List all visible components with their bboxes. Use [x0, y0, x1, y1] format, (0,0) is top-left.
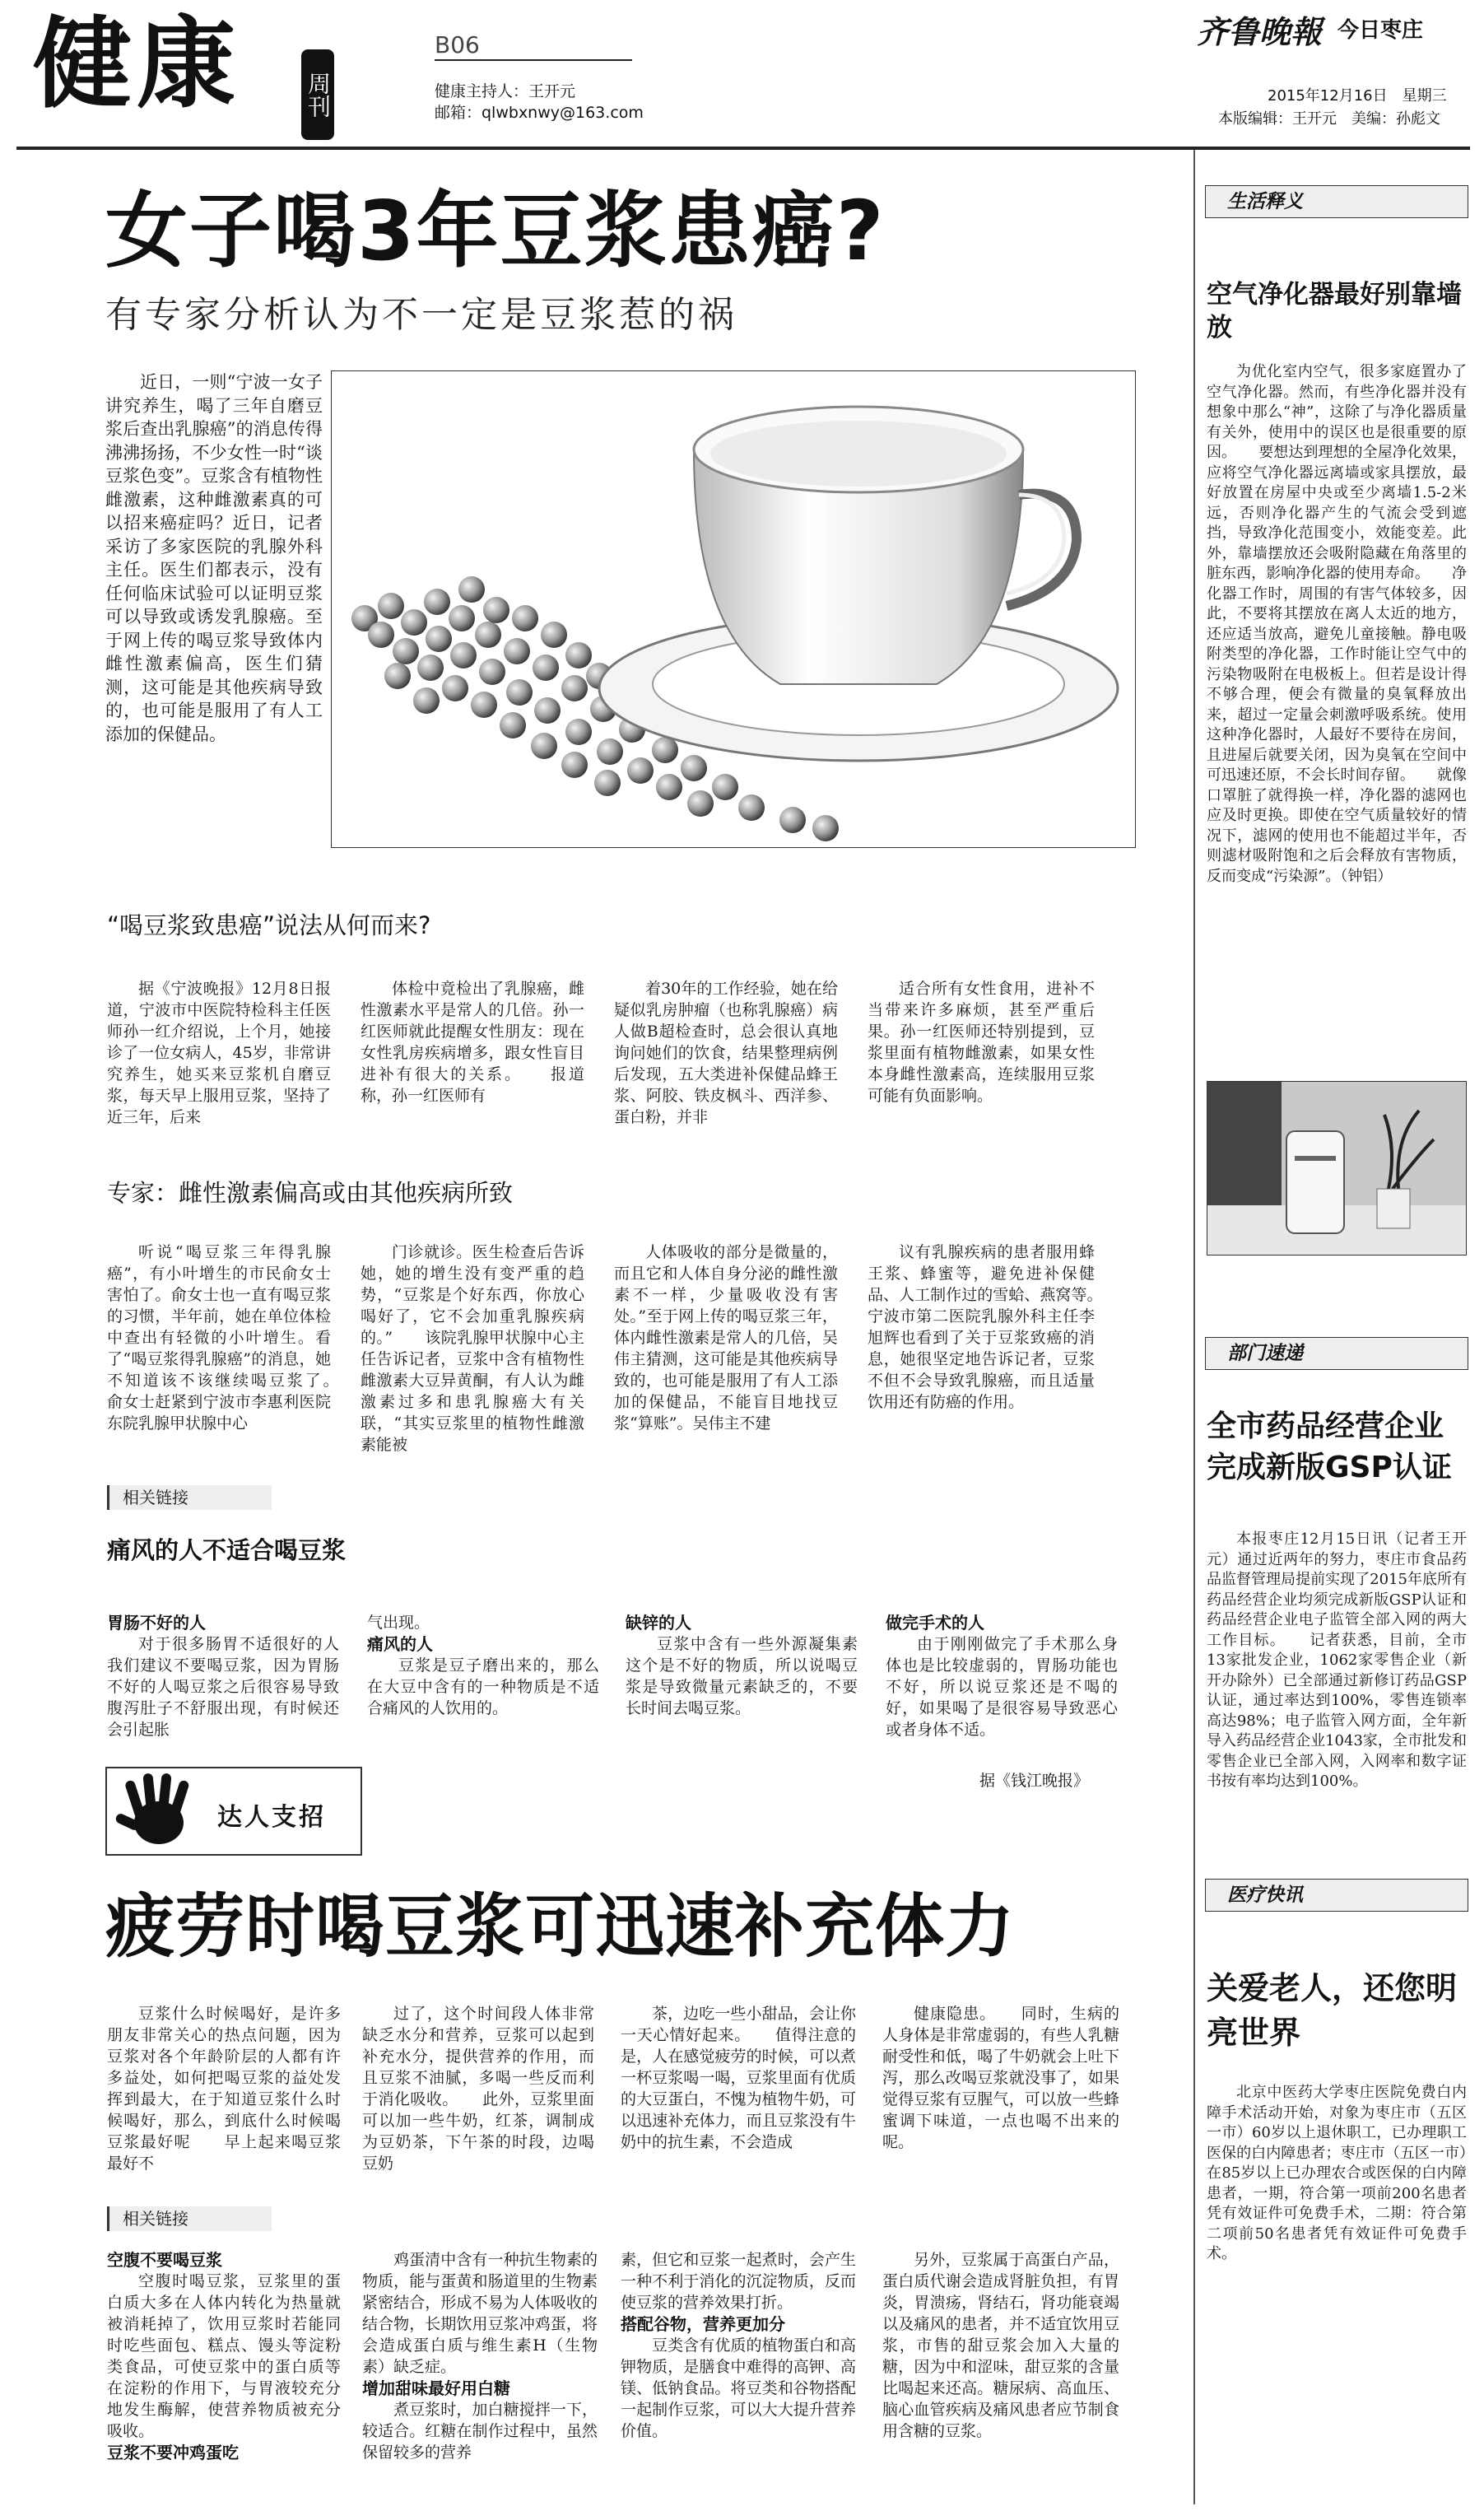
s2b-col2: 鸡蛋清中含有一种抗生物素的物质，能与蛋黄和肠道里的生物素紧密结合，形成不易为人体吸收的结合物，长期饮用豆浆冲鸡蛋，将会造成蛋白质与维生素H（生物素）缺乏症。 增加甜味最好用白糖 煮豆浆时，加白糖搅拌一下，较适合。红糖在制作过程中，虽然保留较多的营养	[362, 2251, 598, 2462]
tip-tag-box	[105, 1767, 362, 1856]
sidebar-title-gsp: 全市药品经营企业完成新版GSP认证	[1207, 1409, 1452, 1484]
purifier-photo	[1207, 1081, 1467, 1256]
c2-col4: 议有乳腺疾病的患者服用蜂王浆、蜂蜜等，避免进补保健品、人工制作过的雪蛤、燕窝等。 宁波市第二医院乳腺外科主任李旭辉也看到了关于豆浆致癌的消息，她很坚定地告诉记者，豆浆不但不会导致乳腺癌，而且适量饮用还有防癌的作用。	[868, 1243, 1127, 1411]
editors: 本版编辑：王开元 美编：孙彪文	[1218, 110, 1440, 128]
sidebar-tag-dept: 部门速递	[1205, 1337, 1468, 1370]
s2b-col1: 空腹不要喝豆浆 空腹时喝豆浆，豆浆里的蛋白质大多在人体内转化为热量就被消耗掉了，饮用豆浆时若能同时吃些面包、糕点、馒头等淀粉类食品，可使豆浆中的蛋白质等在淀粉的作用下，与胃液较充分地发生酶解，使营养物质被充分吸收。 豆浆不要冲鸡蛋吃	[107, 2250, 341, 2462]
sidebar-body-air: 为优化室内空气，很多家庭置办了空气净化器。然而，有些净化器并没有想象中那么“神”，这除了与净化器质量有关外，使用中的误区也是很重要的原因。 要想达到理想的全屋净化效果，应将空气净化器远离墙或家具摆放，最好放置在房屋中央或至少离墙1.5-2米远，否则净化器产生的气流会受到遮挡，导致净化范围变小，效能变差。此外，靠墙摆放还会吸附隐藏在角落里的脏东西，影响净化器的使用寿命。 净化器工作时，周围的有害气体较多，因此，不要将其摆放在离人太近的地方，还应适当放高，避免儿童接触。静电吸附类型的净化器，工作时能让空气中的污染物吸附在电极板上。但若是设计得不够合理，便会有微量的臭氧释放出来，超过一定量会刺激呼吸系统。使用这种净化器时，人最好不要待在房间，且进屋后就要关闭，因为臭氧在空间中可迅速还原，不会长时间存留。 就像口罩脏了就得换一样，净化器的滤网也应及时更换。即使在空气质量较好的情况下，滤网的使用也不能超过半年，否则滤材吸附饱和之后会释放有害物质，反而变成“污染源”。（钟铝）	[1207, 363, 1467, 885]
sidebar-tag-life: 生活释义	[1205, 185, 1468, 218]
c1-col1: 据《宁波晚报》12月8日报道，宁波市中医院特检科主任医师孙一红介绍说，上个月，她接诊了一位女病人，45岁，非常讲究养生，她买来豆浆机自磨豆浆，每天早上服用豆浆，坚持了近三年，后来	[107, 980, 331, 1126]
issue-date: 2015年12月16日 星期三	[1268, 87, 1447, 105]
tip-tag-label: 达人支招	[217, 1803, 326, 1832]
page-number: B06	[435, 31, 480, 58]
host-line: 健康主持人：王开元	[435, 82, 576, 100]
c3-col3: 缺锌的人 豆浆中含有一些外源凝集素这个是不好的物质，所以说喝豆浆是导致微量元素缺乏的，不要长时间去喝豆浆。	[626, 1613, 858, 1717]
source-credit: 据《钱江晚报》	[979, 1772, 1090, 1790]
edition-label: 今日枣庄	[1337, 18, 1424, 43]
handprint-icon	[114, 1772, 204, 1854]
c1-col4: 适合所有女性食用，进补不当带来许多麻烦，甚至严重后果。孙一红医师还特别提到，豆浆里面有植物雌激素，如果女性本身雌性激素高，连续服用豆浆可能有负面影响。	[868, 980, 1095, 1105]
c1-col2: 体检中竟检出了乳腺癌，雌性激素水平是常人的几倍。孙一红医师就此提醒女性朋友：现在女性乳房疾病增多，跟女性盲目进补有很大的关系。 报道称，孙一红医师有	[361, 980, 584, 1105]
section-heading-2: 专家：雌性激素偏高或由其他疾病所致	[107, 1179, 514, 1207]
c2-col3: 人体吸收的部分是微量的，而且它和人体自身分泌的雌性激素不一样，少量吸收没有害处。”至于网上传的喝豆浆三年，体内雌性激素是常人的几倍，吴伟主猜测，这可能是其他疾病导致的，也可能是服用了有人工添加的保健品，不能盲目地找豆浆“算账”。吴伟主不建	[614, 1243, 838, 1433]
lead-headline: 女子喝3年豆浆患癌?	[105, 183, 886, 279]
sidebar-title-air: 空气净化器最好别靠墙放	[1207, 280, 1462, 342]
section-heading-1: “喝豆浆致患癌”说法从何而来?	[107, 911, 431, 939]
masthead-side-seal: 周刊	[301, 49, 334, 140]
related-link-label-2: 相关链接	[107, 2206, 272, 2231]
paper-logo: 齐鲁晚報	[1197, 13, 1323, 50]
lead-subhead: 有专家分析认为不一定是豆浆惹的祸	[105, 294, 737, 336]
s2-col3: 茶，边吃一些小甜品，会让你一天心情好起来。 值得注意的是，人在感觉疲劳的时候，可以煮一杯豆浆喝一喝，豆浆里面有优质的大豆蛋白，不愧为植物牛奶，可以迅速补充体力，而且豆浆没有牛奶中的抗生素，不会造成	[621, 2005, 856, 2151]
sidebar-tag-med: 医疗快讯	[1205, 1879, 1468, 1912]
c2-col2: 门诊就诊。医生检查后告诉她，她的增生没有变严重的趋势，“豆浆是个好东西，你放心喝好了，它不会加重乳腺疾病的。” 该院乳腺甲状腺中心主任告诉记者，豆浆中含有植物性雌激素大豆异黄酮，有人认为雌激素过多和患乳腺癌大有关联，“其实豆浆里的植物性雌激素能被	[361, 1243, 584, 1454]
section-heading-3: 痛风的人不适合喝豆浆	[107, 1536, 347, 1564]
masthead-title: 健康	[33, 7, 240, 122]
s2-col2: 过了，这个时间段人体非常缺乏水分和营养，豆浆可以起到补充水分，提供营养的作用，而且豆浆不油腻，多喝一些反而利于消化吸收。 此外，豆浆里面可以加一些牛奶，红茶，调制成为豆奶茶，下午茶的时段，边喝豆奶	[362, 2005, 594, 2173]
s2b-col3: 素，但它和豆浆一起煮时，会产生一种不利于消化的沉淀物质，反而使豆浆的营养效果打折。 搭配谷物，营养更加分 豆类含有优质的植物蛋白和高钾物质，是膳食中难得的高钾、高镁、低钠食品。将豆类和谷物搭配一起制作豆浆，可以大大提升营养价值。	[621, 2251, 856, 2440]
c3-col4: 做完手术的人 由于刚刚做完了手术那么身体也是比较虚弱的，胃肠功能也不好，所以说豆浆还是不喝的好，如果喝了是很容易导致恶心或者身体不适。	[886, 1613, 1118, 1739]
second-headline: 疲劳时喝豆浆可迅速补充体力	[105, 1886, 1016, 1967]
c1-col3: 着30年的工作经验，她在给疑似乳房肿瘤（也称乳腺癌）病人做B超检查时，总会很认真地询问她们的饮食，结果整理病例后发现，五大类进补保健品蜂王浆、阿胶、铁皮枫斗、西洋参、蛋白粉，并非	[614, 980, 838, 1126]
c2-col1: 听说“喝豆浆三年得乳腺癌”，有小叶增生的市民俞女士害怕了。俞女士也一直有喝豆浆的习惯，半年前，她在单位体检中查出有轻微的小叶增生。看了“喝豆浆得乳腺癌”的消息，她不知道该不该继续喝豆浆了。 俞女士赶紧到宁波市李惠利医院东院乳腺甲状腺中心	[107, 1243, 363, 1433]
lead-intro: 近日，一则“宁波一女子讲究养生，喝了三年自磨豆浆后查出乳腺癌”的消息传得沸沸扬扬，不少女性一时“谈豆浆色变”。豆浆含有植物性雌激素，这种雌激素真的可以招来癌症吗？近日，记者采访了多家医院的乳腺外科主任。医生们都表示，没有任何临床试验可以证明豆浆可以导致或诱发乳腺癌。至于网上传的喝豆浆导致体内雌性激素偏高，医生们猜测，这可能是其他疾病导致的，也可能是服用了有人工添加的保健品。	[105, 372, 323, 744]
sidebar-body-elder: 北京中医药大学枣庄医院免费白内障手术活动开始，对象为枣庄市（五区一市）60岁以上退休职工，已办理职工医保的白内障患者；枣庄市（五区一市）在85岁以上已办理农合或医保的白内障患者，一期，符合第一项前200名患者凭有效证件可免费手术，二期：符合第二项前50名患者凭有效证件可免费手术。	[1207, 2084, 1467, 2262]
s2-col4: 健康隐患。 同时，生病的人身体是非常虚弱的，有些人乳糖耐受性和低，喝了牛奶就会上吐下泻，那么改喝豆浆就没事了，如果觉得豆浆有豆腥气，可以放一些蜂蜜调下味道，一点也喝不出来的呢。	[882, 2005, 1119, 2151]
email-line: 邮箱：qlwbxnwy@163.com	[435, 104, 644, 122]
sidebar-body-gsp: 本报枣庄12月15日讯（记者王开元）通过近两年的努力，枣庄市食品药品监督管理局提前实现了2015年底所有药品经营企业均须完成新版GSP认证和药品经营企业电子监管全部入网的两大工作目标。 记者获悉，目前，全市13家批发企业，1062家零售企业（新开办除外）已全部通过新修订药品GSP认证，通过率达到100%，零售连锁率高达98%；电子监管入网方面，全年新导入药品经营企业1043家，全市批发和零售企业已全部入网，入网率和数字证书按有率均达到100%。	[1207, 1530, 1467, 1790]
related-link-label-1: 相关链接	[107, 1485, 272, 1510]
c3-col2: 气出现。 痛风的人 豆浆是豆子磨出来的，那么在大豆中含有的一种物质是不适合痛风的人饮用的。	[367, 1614, 599, 1717]
soymilk-photo	[331, 370, 1136, 848]
c3-col1: 胃肠不好的人 对于很多肠胃不适很好的人我们建议不要喝豆浆，因为胃肠不好的人喝豆浆之后很容易导致腹泻肚子不舒服出现，有时候还会引起胀	[107, 1613, 339, 1739]
s2b-col4: 另外，豆浆属于高蛋白产品，蛋白质代谢会造成肾脏负担，有胃炎，胃溃疡，肾结石，肾功能衰竭以及痛风的患者，并不适宜饮用豆浆，市售的甜豆浆会加入大量的糖，因为中和涩味，甜豆浆的含量比喝起来还高。糖尿病、高血压、脑心血管疾病及痛风患者应节制食用含糖的豆浆。	[882, 2251, 1119, 2440]
s2-col1: 豆浆什么时候喝好，是许多朋友非常关心的热点问题，因为豆浆对各个年龄阶层的人都有许多益处，如何把喝豆浆的益处发挥到最大，在于知道豆浆什么时候喝好，那么，到底什么时候喝豆浆最好呢 早上起来喝豆浆最好不	[107, 2005, 341, 2173]
sidebar-title-elder: 关爱老人，还您明亮世界	[1207, 1970, 1458, 2051]
